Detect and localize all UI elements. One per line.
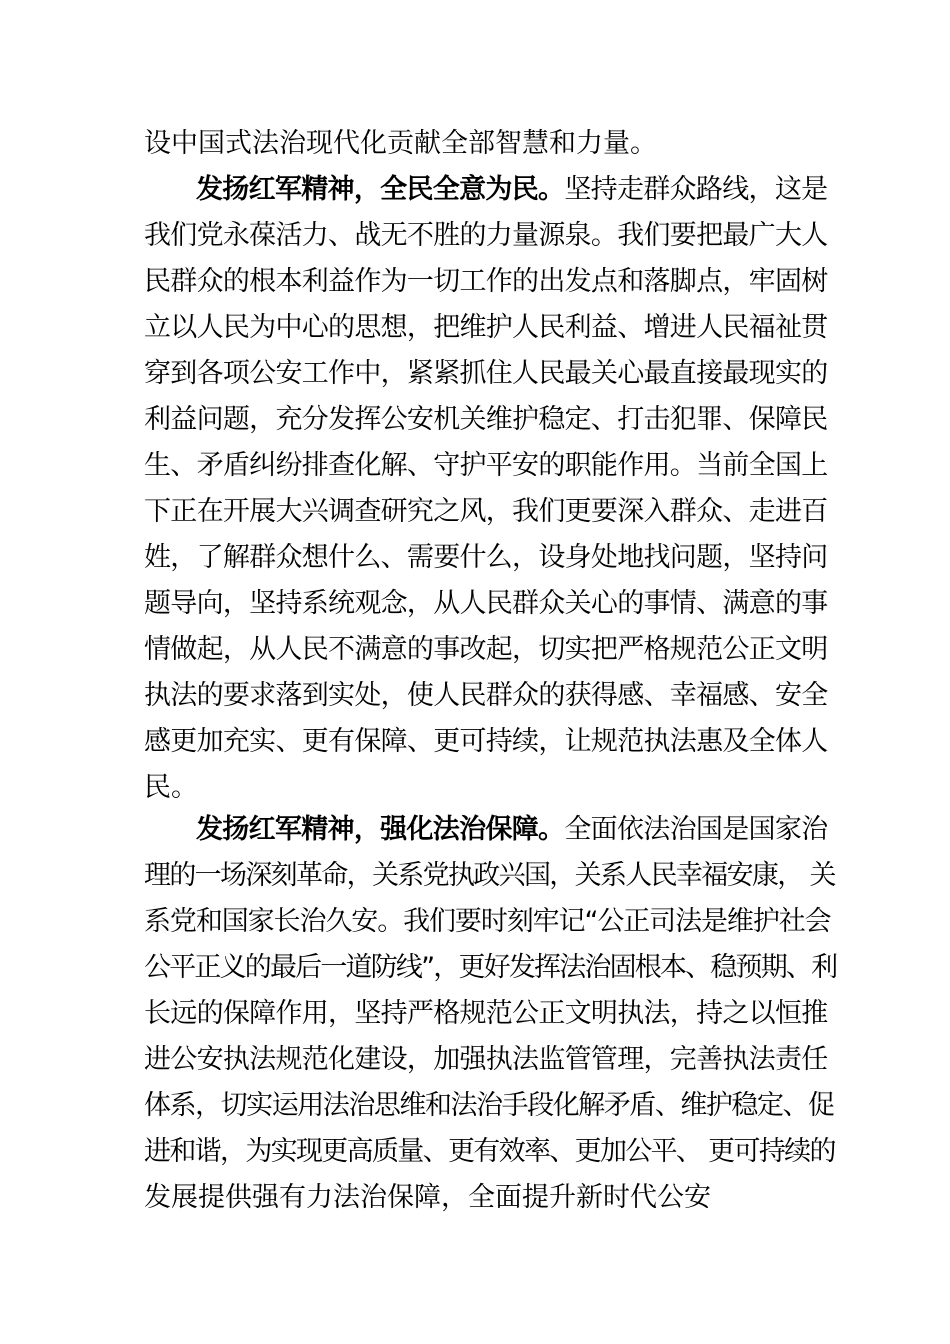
text-line <box>144 1134 835 1170</box>
line-text: 系党和国家长治久安。我们要时刻牢记“公正司法是维护社会 <box>144 906 831 937</box>
text-line <box>144 1088 834 1124</box>
text-line <box>144 494 828 530</box>
line-text: 感更加充实、更有保障、更可持续，让规范执法惠及全体人 <box>144 726 828 757</box>
text-line <box>144 1042 828 1078</box>
paragraph-heading: 发扬红军精神，全民全意为民。 <box>196 174 565 205</box>
text-line <box>144 770 198 806</box>
text-line <box>144 996 828 1032</box>
line-text: 立以人民为中心的思想，把维护人民利益、增进人民福祉贯 <box>144 312 828 343</box>
line-text: 理的一场深刻革命，关系党执政兴国，关系人民幸福安康， 关 <box>144 860 835 891</box>
line-text: 利益问题，充分发挥公安机关维护稳定、打击犯罪、保障民 <box>144 404 828 435</box>
line-text: 公平正义的最后一道防线”，更好发挥法治固根本、稳预期、利 <box>144 952 837 983</box>
line-text: 情做起，从人民不满意的事改起，切实把严格规范公正文明 <box>144 634 828 665</box>
line-text: 进和谐，为实现更高质量、更有效率、更加公平、 更可持续的 <box>144 1136 835 1167</box>
line-text: 下正在开展大兴调查研究之风，我们更要深入群众、走进百 <box>144 496 828 527</box>
line-text: 姓，了解群众想什么、需要什么，设身处地找问题，坚持问 <box>144 542 828 573</box>
line-text: 生、矛盾纠纷排查化解、守护平安的职能作用。当前全国上 <box>144 450 828 481</box>
text-line <box>144 678 828 714</box>
text-line <box>144 126 657 162</box>
text-line <box>144 586 828 622</box>
text-line <box>144 858 835 894</box>
text-line <box>144 310 828 346</box>
line-text: 坚持走群众路线，这是 <box>564 174 828 205</box>
text-line <box>144 218 828 254</box>
paragraph-heading: 发扬红军精神，强化法治保障。 <box>196 814 565 845</box>
line-text: 设中国式法治现代化贡献全部智慧和力量。 <box>144 128 657 159</box>
text-line <box>144 448 828 484</box>
line-text: 民。 <box>144 772 198 803</box>
line-text: 进公安执法规范化建设，加强执法监管管理，完善执法责任 <box>144 1044 828 1075</box>
text-line <box>144 950 836 986</box>
text-line <box>196 812 827 848</box>
line-text: 体系，切实运用法治思维和法治手段化解矛盾、维护稳定、促 <box>144 1090 834 1121</box>
line-text: 全面依法治国是国家治 <box>564 814 828 845</box>
text-line <box>196 172 827 208</box>
line-text: 穿到各项公安工作中，紧紧抓住人民最关心最直接最现实的 <box>144 358 828 389</box>
text-line <box>144 540 828 576</box>
text-line <box>144 402 828 438</box>
text-line <box>144 264 828 300</box>
text-line <box>144 1180 711 1216</box>
line-text: 执法的要求落到实处，使人民群众的获得感、幸福感、安全 <box>144 680 828 711</box>
line-text: 我们党永葆活力、战无不胜的力量源泉。我们要把最广大人 <box>144 220 828 251</box>
line-text: 发展提供强有力法治保障，全面提升新时代公安 <box>144 1182 711 1213</box>
text-line <box>144 356 828 392</box>
line-text: 民群众的根本利益作为一切工作的出发点和落脚点，牢固树 <box>144 266 828 297</box>
text-line <box>144 632 828 668</box>
text-line <box>144 724 828 760</box>
text-line <box>144 904 831 940</box>
line-text: 题导向，坚持系统观念，从人民群众关心的事情、满意的事 <box>144 588 828 619</box>
line-text: 长远的保障作用，坚持严格规范公正文明执法，持之以恒推 <box>144 998 828 1029</box>
